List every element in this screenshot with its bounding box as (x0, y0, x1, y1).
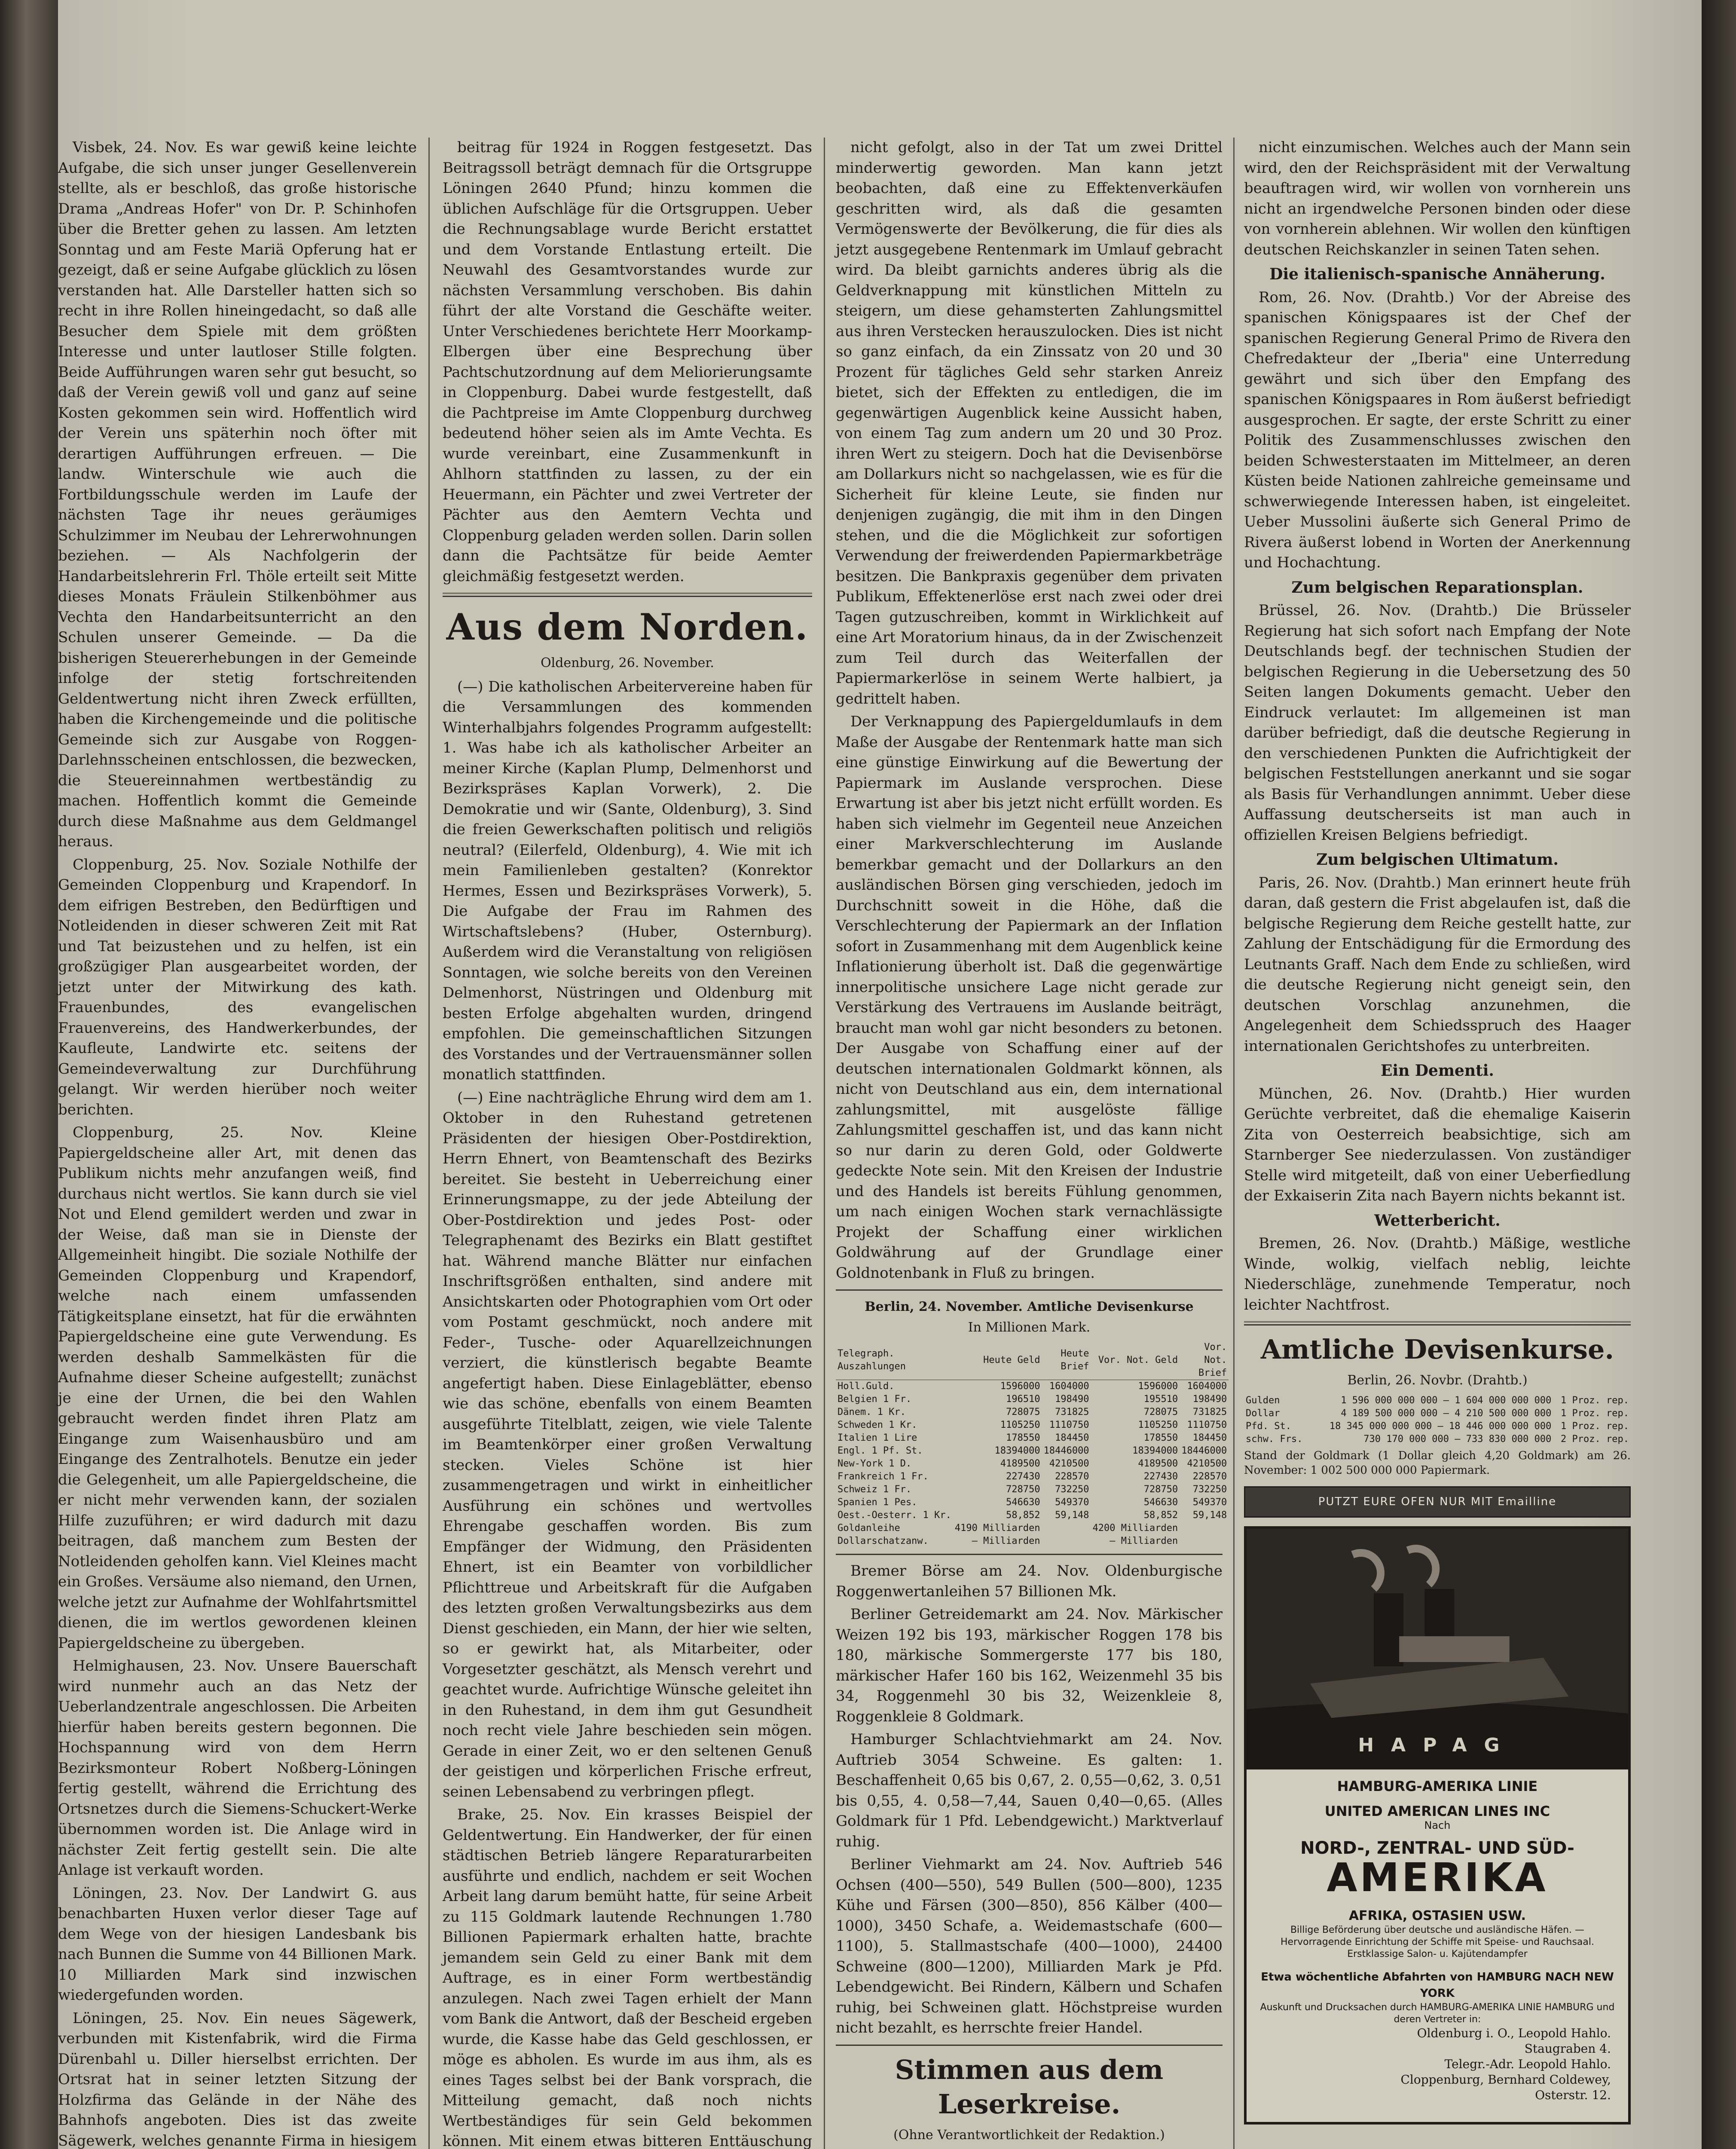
article-cloppenburg-papiergeld: Cloppenburg, 25. Nov. Kleine Papiergeldscheine aller Art, mit denen das Publikum nichts mehr anzufangen weiß, find durchaus nicht wertlos. Sie kann durch sie viel Not und Elend gemildert werden und zwar in der Weise, daß man sie in Dienste der Allgemeinheit hingibt. Die soziale Nothilfe der Gemeinden Cloppenburg und Krapendorf, welche nach einem umfassenden Tätigkeitsplane einsetzt, hat für die erwähnten Papiergeldscheine eine gute Verwendung. Es werden deshalb Sammelkästen für die Aufnahme dieser Scheine aufgestellt; zunächst je eine der Urnen, die bei den Wahlen gebraucht werden findet ihren Platz am Eingange zum Waisenhausbüro und am Eingange des Zentralhotels. Benutze ein jeder die Gelegenheit, um alle Papiergeldscheine, die er nicht mehr verwenden kann, der sozialen Hilfe zuzuführen; er wird dadurch mit dazu beitragen, daß manchem zum Besten der Notleidenden geholfen kann. Viel Kleines macht ein Großes. Versäume also niemand, den Urnen, welche jetzt zur Aufnahme der Wohlfahrtsmittel dienen, die im wertlos gewordenen kleinen Papiergeldscheine zu übergeben. (58, 1124, 417, 1652)
article-visbek: Visbek, 24. Nov. Es war gewiß keine leichte Aufgabe, die sich unser junger Gesellenverein stellte, als er beschloß, das große historische Drama „Andreas Hofer" von Dr. P. Schinhofen über die Bretter gehen zu lassen. Am letzten Sonntag und am Feste Mariä Opferung hat er gezeigt, daß er seine Aufgabe glücklich zu lösen verstanden hat. Alle Darsteller hatten sich so recht in ihre Rollen hineingedacht, so daß alle Besucher dem Spiele mit dem größten Interesse und unter lautloser Stille folgten. Beide Aufführungen waren sehr gut besucht, so daß der Verein gewiß voll und ganz auf seine Kosten gekommen sein wird. Hoffentlich wird der Verein uns späterhin noch öfter mit derartigen Aufführungen erfreuen. — Die landw. Winterschule wie auch die Fortbildungsschule werden im Laufe der nächsten Tage ihr neues geräumiges Schulzimmer im Neubau der Lehrerwohnungen beziehen. — Als Nachfolgerin der Handarbeitslehrerin Frl. Thöle erteilt seit Mitte dieses Monats Fräulein Stilkenböhmer aus Vechta den Handarbeitsunterricht an den Schulen unserer Gemeinde. — Da die bisherigen Steuererhebungen in der Gemeinde infolge der stetig fortschreitenden Geldentwertung nicht ihren Zweck erfüllten, haben die Kirchengemeinde und die politische Gemeinde sich zur Ausgabe von Roggen-Darlehnsscheinen entschlossen, die bezwecken, die Steuereinnahmen wertbeständig zu machen. Hoffentlich kommt die Gemeinde durch diese Maßnahme aus dem Geldmangel heraus. (58, 139, 417, 850)
fx-cell: Dollarschatzanw. (837, 1536, 929, 1546)
fx-cell: 728075 (1006, 1407, 1040, 1417)
fx-row (836, 1406, 1229, 1419)
fx-cell: 58,852 (1143, 1510, 1178, 1521)
section-heading: Stimmen aus dem Leserkreise. (895, 2054, 1164, 2120)
article-heading: Zum belgischen Ultimatum. (1316, 851, 1559, 869)
ad-address-2: Staugraben 4. (1524, 2042, 1611, 2056)
fx-header-cell: Vor. Not. Brief (1180, 1341, 1229, 1380)
fx-cell: 196510 (1006, 1394, 1040, 1405)
fx-cell: 18 345 000 000 000 — 18 446 000 000 000 (1329, 1420, 1552, 1432)
article-bremer-boerse: Bremer Börse am 24. Nov. Oldenburgische Roggenwertanleihen 57 Billionen Mk. (836, 1562, 1223, 1600)
fx-row (836, 1496, 1229, 1509)
fx-cell: Spanien 1 Pes. (837, 1497, 917, 1508)
section-divider (1244, 1321, 1631, 1326)
fx-cell: 1596000 (1138, 1381, 1178, 1392)
fx-cell: Oest.-Oesterr. 1 Kr. (837, 1510, 951, 1521)
fx-cell: 1 Proz. rep. (1561, 1420, 1629, 1432)
article-heading: Ein Dementi. (1381, 1062, 1494, 1080)
ad-amerika: AMERIKA (1326, 1855, 1548, 1901)
article-heading: Wetterbericht. (1374, 1211, 1501, 1230)
article-cloppenburg-nothilfe: Cloppenburg, 25. Nov. Soziale Nothilfe der Gemeinden Cloppenburg und Krapendorf. In dem eifrigen Bestreben, den Bedürftigen und Notleidenden in dieser schweren Zeit mit Rat und Tat beizustehen und zu helfen, ist ein großzügiger Plan ausgearbeitet worden, der jetzt unter der Mitwirkung des kath. Frauenbundes, des evangelischen Frauenvereins, des Handwerkerbundes, der Kaufleute, Landwirte etc. seitens der Gemeindeverwaltung zur Durchführung gelangt. Wir werden hierüber noch weiter berichten. (58, 856, 417, 1118)
fx-row (836, 1509, 1229, 1522)
background-edge (1702, 0, 1736, 2149)
ad-address-5: Osterstr. 12. (1535, 2088, 1611, 2102)
fx-cell: 546630 (1006, 1497, 1040, 1508)
fx-cell: Dänem. 1 Kr. (837, 1407, 906, 1417)
fx-cell: 178550 (1143, 1433, 1178, 1443)
fx-cell: 18446000 (1043, 1445, 1089, 1456)
fx-row (836, 1522, 1229, 1535)
column-2 (443, 138, 812, 2149)
fx-cell: 184450 (1192, 1433, 1227, 1443)
column-1 (58, 138, 417, 2149)
fx-cell: 4210500 (1049, 1458, 1089, 1469)
fx-dateline: Berlin, 26. Novbr. (Drahtb.) (1347, 1373, 1528, 1388)
fx-cell: 1 Proz. rep. (1561, 1395, 1629, 1406)
section-divider (836, 2045, 1223, 2046)
section-divider (836, 1289, 1223, 1291)
fx-cell: 227430 (1143, 1471, 1178, 1482)
fx-cell: 4 189 500 000 000 — 4 210 500 000 000 (1341, 1408, 1552, 1419)
ad-regions: NORD-, ZENTRAL- UND SÜD- (1300, 1838, 1574, 1858)
fx-cell: 732250 (1192, 1484, 1227, 1495)
advertisement-hapag (1244, 1526, 1631, 2125)
article-verknappung: Der Verknappung des Papiergeldumlaufs in dem Maße der Ausgabe der Rentenmark hatte man sich eine günstige Einwirkung auf die Bewertung der Papiermark im Auslande versprochen. Diese Erwartung ist aber bis jetzt nicht erfüllt worden. Es haben sich vielmehr im Gegenteil neue Anzeichen einer Markverschlechterung im Auslande bemerkbar gemacht und der Dollarkurs an den ausländischen Börsen ging verschieden, jedoch im Durchschnitt soweit in die Höhe, daß die Verschlechterung der Papiermark an der Inflation sofort in Zusammenhang mit dem Augenblick keine Inflationierung überholt ist. Daß die gegenwärtige innerpolitische unsichere Lage nicht gerade zur Verstärkung des Vertrauens im Auslande beiträgt, braucht man wohl gar nicht besonders zu betonen. Der Ausgabe von Schaffung einer auf der deutschen internationalen Goldmarkt können, als nicht von Deutschland aus ein, dem international zahlungsmittel, mit ausgelöste fällige Zahlungsmittel geschaffen ist, und das kann nicht so nur darin zu deren Gold, oder Goldwerte gedeckte Note sein. Mit den Kreisen der Industrie und des Handels ist bereits Fühlung genommen, um nach einigen Wochen stark vernachlässigte Projekt der Schaffung einer wirklichen Goldwährung auf der Grundlage einer Goldnotenbank in Fluß zu bringen. (836, 713, 1223, 1282)
article-paris-ultimatum: Paris, 26. Nov. (Drahtb.) Man erinnert heute früh daran, daß gestern die Frist abgelaufen ist, daß die belgische Regierung dem Reiche gestellt hatte, zur Zahlung der Entschädigung für die Ermordung des Leutnants Graff. Nach dem Ende zu schließen, wird die deutsche Regierung nicht geneigt sein, den deutschen Vorschlag anzunehmen, die Angelegenheit dem Schiedsspruch des Haager internationalen Gerichtshofes zu unterbreiten. (1244, 874, 1631, 1055)
fx-cell: — Milliarden (972, 1536, 1040, 1546)
fx-cell: 549370 (1055, 1497, 1089, 1508)
fx-cell: 732250 (1055, 1484, 1089, 1495)
ad-other-regions: AFRIKA, OSTASIEN USW. (1348, 1908, 1526, 1923)
column-4 (1244, 138, 1631, 2149)
fx-cell: 1 596 000 000 000 — 1 604 000 000 000 (1341, 1395, 1552, 1406)
fx-cell: Dollar (1246, 1408, 1280, 1419)
article-heading: Die italienisch-spanische Annäherung. (1269, 265, 1605, 283)
fx-cell: 1 Proz. rep. (1561, 1408, 1629, 1419)
fx-cell: 58,852 (1006, 1510, 1040, 1521)
article-loeningen-2: Löningen, 25. Nov. Ein neues Sägewerk, verbunden mit Kistenfabrik, wird die Firma Dürenbahl u. Diller hierselbst errichten. Der Ortsrat hat in seiner letzten Sitzung der Holzfirma das Gelände in der Nähe des Bahnhofs angeboten. Dies ist das zweite Sägewerk, welches genannte Firma in hiesigem (58, 2009, 417, 2149)
ad-company: HAMBURG-AMERIKA LINIE (1337, 1778, 1538, 1794)
fx-cell (1042, 1522, 1091, 1535)
fx-header-cell: Heute Geld (953, 1341, 1042, 1380)
ad-description: Billige Beförderung über deutsche und ausländische Häfen. — Hervorragende Einrichtung der Schiffe mit Speise- und Rauchsaal. Erstklassige Salon- u. Kajütendampfer (1281, 1925, 1594, 1959)
fx-cell: 198490 (1192, 1394, 1227, 1405)
fx-cell: 4200 Milliarden (1092, 1523, 1178, 1534)
fx-cell: 1596000 (1000, 1381, 1040, 1392)
article-loeningen-1: Löningen, 23. Nov. Der Landwirt G. aus benachbarten Huxen verlor dieser Tage auf dem Wege von der hiesigen Landesbank bis nach Bunnen die Summe von 44 Billionen Mark. 10 Milliarden Mark sind inzwischen wiedergefunden worden. (58, 1884, 417, 2004)
fx-header-cell: Telegraph. Auszahlungen (836, 1341, 953, 1380)
column-rule (428, 138, 430, 2149)
fx-cell: 728750 (1006, 1484, 1040, 1495)
article-continued: nicht einzumischen. Welches auch der Mann sein wird, den der Reichspräsident mit der Verwaltung beauftragen wird, wir wollen von vornherein uns nicht an irgendwelche Personen binden oder diese von vornherein ablehnen. Wir wollen den künftigen deutschen Reichskanzler in seinen Taten sehen. (1244, 139, 1631, 258)
fx-cell: Schweiz 1 Fr. (837, 1484, 912, 1495)
fx-row (836, 1380, 1229, 1393)
ad-newyork: Etwa wöchentliche Abfahrten von HAMBURG NACH NEW YORK (1261, 1971, 1614, 2000)
fx-cell: 228570 (1192, 1471, 1227, 1482)
fx-cell: New-York 1 D. (837, 1458, 912, 1469)
fx-cell: 1604000 (1187, 1381, 1227, 1392)
fx-cell (1180, 1522, 1229, 1535)
fx-cell: — Milliarden (1109, 1536, 1178, 1546)
fx-table-2 (1244, 1394, 1631, 1446)
fx-row (836, 1419, 1229, 1432)
article-getreidemarkt: Berliner Getreidemarkt am 24. Nov. Märkischer Weizen 192 bis 193, märkischer Roggen 178 bis 180, märkische Sommergerste 177 bis 180, märkischer Hafer 160 bis 162, Weizenmehl 35 bis 34, Roggenmehl 30 bis 32, Weizenkleie 8, Roggenkleie 8 Goldmark. (836, 1606, 1223, 1725)
article-brake: Brake, 25. Nov. Ein krasses Beispiel der Geldentwertung. Ein Handwerker, der für einen städtischen Betrieb längere Reparaturarbeiten ausführte und endlich, nachdem er seit Wochen Arbeit lang darum bemüht hatte, für seine Arbeit zu 115 Goldmark lautende Rechnungen 1.780 Billionen Papiermark erhalten hatte, brachte jemandem sein Geld zu einer Bank mit dem Auftrage, es in einer Form wertbeständig anzulegen. Nach zwei Tagen erhielt der Mann vom Bank die Antwort, daß der Bescheid ergeben wurde, die Kasse habe das Geld geschlossen, er möge es abholen. Es wurde im aus ihm, als es eines Tages selbst bei der Bank vorsprach, die Mitteilung gemacht, daß noch nichts Wertbeständiges für sein Geld bekommen können. Mit einem etwas bitteren Enttäuschung (443, 1806, 812, 2149)
fx-cell: Holl.Guld. (837, 1381, 895, 1392)
fx-cell: 59,148 (1055, 1510, 1089, 1521)
article-muenchen: München, 26. Nov. (Drahtb.) Hier wurden Gerüchte verbreitet, daß die ehemalige Kaiserin Zita von Oesterreich beabsichtige, sich am Starnberger See niederzulassen. Von zuständiger Stelle wird mitgeteilt, daß von einer Ueberfiedlung der Exkaiserin Zita nach Bayern nichts bekannt ist. (1244, 1085, 1631, 1204)
fx-header-cell: Heute Brief (1042, 1341, 1091, 1380)
fx-cell: 184450 (1055, 1433, 1089, 1443)
fx-row (836, 1483, 1229, 1496)
fx-cell: 1110750 (1187, 1420, 1227, 1430)
fx-cell: Frankreich 1 Fr. (837, 1471, 929, 1482)
adjacent-page-edge (0, 0, 58, 2149)
fx-cell: 227430 (1006, 1471, 1040, 1482)
column-rule (824, 138, 825, 2149)
fx-cell (1042, 1535, 1091, 1548)
fx-cell: Engl. 1 Pf. St. (837, 1445, 923, 1456)
article-rom: Rom, 26. Nov. (Drahtb.) Vor der Abreise des spanischen Königspaares ist der Chef der spanischen Regierung General Primo de Rivera den Chefredakteur der „Iberia" eine Unterredung gewährt und sich über den Empfang des spanischen Königspaares in Rom äußerst befriedigt ausgesprochen. Er sagte, der erste Schritt zu einer Politik des Zusammenschlusses zwischen den beiden Schwesterstaaten im Mittelmeer, an deren Küsten beide Nationen zahlreiche gemeinsame und schwerwiegende Interessen haben, ist eingeleitet. Ueber Mussolini äußerte sich General Primo de Rivera äußerst lobend in Worten der Anerkennung und Hochachtung. (1244, 288, 1631, 571)
fx-cell: Gulden (1246, 1395, 1280, 1406)
fx-table (836, 1341, 1229, 1548)
advertisement-strip: PUTZT EURE OFEN NUR MIT Emailline (1244, 1486, 1631, 1518)
ad-info: Auskunft und Drucksachen durch HAMBURG-AMERIKA LINIE HAMBURG und deren Vertreter in: (1260, 2002, 1615, 2025)
fx-row (836, 1470, 1229, 1483)
fx-cell: 549370 (1192, 1497, 1227, 1508)
fx-cell: 18446000 (1181, 1445, 1227, 1456)
fx-heading: Amtliche Devisenkurse. (1260, 1334, 1614, 1365)
fx-cell: 728075 (1143, 1407, 1178, 1417)
fx-cell: 18394000 (994, 1445, 1040, 1456)
fx-cell: 4189500 (1000, 1458, 1040, 1469)
fx-cell: schw. Frs. (1246, 1433, 1303, 1445)
fx-row (836, 1445, 1229, 1457)
fx-cell: 4190 Milliarden (954, 1523, 1040, 1534)
fx-row (1244, 1407, 1631, 1420)
section-divider (443, 593, 812, 597)
article-continued: nicht gefolgt, also in der Tat um zwei Drittel minderwertig geworden. Man kann jetzt beobachten, daß eine zu Effektenverkäufen geschritten wird, als daß die gesamten Vermögenswerte der Bevölkerung, die für dies als jetzt ausgegebene Rentenmark im Umlauf gebracht wird. Da bleibt garnichts anderes übrig als die Geldverknappung mit künstlichen Mitteln zu steigern, um diese gehamsterten Zahlungsmittel aus ihren Verstecken herauszulocken. Dies ist nicht so ganz einfach, da ein Zinssatz von 20 und 30 Prozent für tägliches Geld sehr starken Anreiz bietet, sich der Effekten zu entledigen, die im gegenwärtigen Augenblick keine Aussicht haben, von einem Tag zum andern um 20 und 30 Proz. ihren Wert zu steigern. Doch hat die Devisenbörse am Dollarkurs nicht so nachgelassen, wie es für die Sicherheit für kleine Leute, sie finden nur denjenigen zugängig, die mit ihm in den Dingen stehen, und die die Möglichkeit zur sofortigen Verwendung der freiwerdenden Papiermarkbeträge besitzen. Die Bankpraxis gegenüber dem privaten Publikum, Effektenerlöse erst nach zwei oder drei Tagen gutzuschreiben, kommt in Wirklichkeit auf eine Art Moratorium hinaus, da in der Zwischenzeit zum Teil durch das Weiterfallen der Papiermarkerlöse in seinem Werte halbiert, ja gedrittelt haben. (836, 139, 1223, 707)
section-heading: Aus dem Norden. (446, 606, 809, 648)
byline: (Ohne Verantwortlichkeit der Redaktion.) (893, 2127, 1165, 2143)
fx-cell: 18394000 (1132, 1445, 1178, 1456)
column-3 (836, 138, 1227, 2149)
fx-cell: 4189500 (1138, 1458, 1178, 1469)
fx-cell: 195510 (1143, 1394, 1178, 1405)
hapag-title: HAPAG (1358, 1734, 1517, 1756)
dateline: Oldenburg, 26. November. (541, 655, 714, 670)
goldmark-note: Stand der Goldmark (1 Dollar gleich 4,20 Goldmark) am 26. November: 1 002 500 000 000 Papiermark. (1244, 1449, 1631, 1477)
fx-table-subtitle: In Millionen Mark. (968, 1319, 1091, 1335)
fx-row (1244, 1433, 1631, 1446)
ad-address-3: Telegr.-Adr. Leopold Hahlo. (1444, 2057, 1611, 2071)
fx-row (836, 1457, 1229, 1470)
fx-cell: 228570 (1055, 1471, 1089, 1482)
column-rule (1233, 138, 1235, 2149)
article-ehrung: (—) Eine nachträgliche Ehrung wird dem am 1. Oktober in den Ruhestand getretenen Präsidenten der hiesigen Ober-Postdirektion, Herrn Ehnert, von Beamtenschaft des Bezirks bereitet. Sie besteht in Ueberreichung einer Erinnerungsmappe, zu der jede Abteilung der Ober-Postdirektion und jedes Post- oder Telegraphenamt des Bezirks ein Blatt gestiftet hat. Während manche Blätter nur einfachen Inschriftsgrößen enthalten, sind andere mit Ansichtskarten oder Photographien vom Ort oder vom Postamt geschmückt, noch andere mit Feder-, Tusche- oder Aquarellzeichnungen verziert, die künstlerisch begabte Beamte angefertigt haben. Diese Einlageblätter, ebenso wie das schöne, ebenfalls von einem Beamten ausgeführte Titelblatt, zeigen, wie viele Talente im Beamtenkörper einer großen Verwaltung stecken. Vieles Schöne ist hier zusammengetragen und wirkt in einheitlicher Ausführung ein schönes und wertvolles Ehrengabe geschaffen worden. Bis zum Empfänger der Widmung, den Präsidenten Ehnert, ist ein Beamter von vorbildlicher Pflichttreue und Arbeitskraft für die Aufgaben des letzten großen Verwaltungsbezirks aus dem Dienst geschieden, ein Mann, der hier wie selten, so er gewirkt hat, als Mitarbeiter, oder Vorgesetzter geschätzt, als Mensch verehrt und geachtet wurde. Aufrichtige Wünsche geleitet ihn in den Ruhestand, in dem ihm gut Gesundheit noch recht viele Jahre beschieden sein mögen. Gerade in einer Zeit, wo er den seltenen Genuß der geistigen und körperlichen Frische erfreut, seinen Lebensabend zu verbringen pflegt. (443, 1089, 812, 1800)
fx-table-title: Berlin, 24. November. Amtliche Devisenkurse (865, 1299, 1194, 1314)
fx-cell: 1105250 (1138, 1420, 1178, 1430)
fx-cell: 1110750 (1049, 1420, 1089, 1430)
fx-header-cell: Vor. Not. Geld (1091, 1341, 1180, 1380)
fx-cell: 178550 (1006, 1433, 1040, 1443)
fx-cell: 59,148 (1192, 1510, 1227, 1521)
ad-nach: Nach (1424, 1819, 1451, 1831)
article-wetter: Bremen, 26. Nov. (Drahtb.) Mäßige, westliche Winde, wolkig, vielfach neblig, leichte Niederschläge, zunehmende Temperatur, noch leichter Nachtfrost. (1244, 1235, 1631, 1313)
fx-cell: Goldanleihe (837, 1523, 900, 1534)
article-arbeitervereine: (—) Die katholischen Arbeitervereine haben für die Versammlungen des kommenden Winterhalbjahrs folgendes Programm aufgestellt: 1. Was habe ich als katholischer Arbeiter an meiner Kirche (Kaplan Plump, Delmenhorst und Bezirkspräses Kaplan Vorwerk), 2. Die Demokratie und wir (Sante, Oldenburg), 3. Sind die freien Gewerkschaften politisch und religiös neutral? (Eilerfeld, Oldenburg), 4. Wie mit ich mein Familienleben gestalten? (Konrektor Hermes, Essen und Bezirkspräses Vorwerk), 5. Die Aufgabe der Frau im Rahmen des Wirtschaftslebens? (Huber, Osternburg). Außerdem wird die Veranstaltung von religiösen Sonntagen, wie solche bereits von den Vereinen Delmenhorst, Nüstringen und Oldenburg mit besten Erfolge abgehalten wurden, dringend empfohlen. Die gemeinschaftlichen Sitzungen des Vorstandes und der Vertrauensmänner sollen monatlich stattfinden. (443, 678, 812, 1083)
fx-cell: 728750 (1143, 1484, 1178, 1495)
fx-cell: Schweden 1 Kr. (837, 1420, 917, 1430)
fx-cell: 4210500 (1187, 1458, 1227, 1469)
fx-row (836, 1535, 1229, 1548)
fx-cell: 198490 (1055, 1394, 1089, 1405)
fx-cell (1180, 1535, 1229, 1548)
fx-cell: 731825 (1192, 1407, 1227, 1417)
fx-row (836, 1432, 1229, 1445)
fx-cell: 1105250 (1000, 1420, 1040, 1430)
article-schlachtviehmarkt: Hamburger Schlachtviehmarkt am 24. Nov. Auftrieb 3054 Schweine. Es galten: 1. Beschaffenheit 0,65 bis 0,67, 2. 0,55—0,62, 3. 0,51 bis 0,55, 4. 0,58—7,44, Sauen 0,40—0,65. (Alles Goldmark für 1 Pfd. Lebendgewicht.) Marktverlauf ruhig. (836, 1731, 1223, 1850)
fx-cell: Belgien 1 Fr. (837, 1394, 912, 1405)
fx-cell: Italien 1 Lire (837, 1433, 917, 1443)
article-bruessel: Brüssel, 26. Nov. (Drahtb.) Die Brüsseler Regierung hat sich sofort nach Empfang der Note Deutschlands begf. der technischen Studien der belgischen Regierung in die Uebersetzung des 50 Seiten langen Dokuments gemacht. Ueber den Eindruck verlautet: Im allgemeinen ist man darüber befriedigt, daß die deutsche Regierung in den verschiedenen Punkten die Aufrichtigkeit der belgischen Feststellungen anerkannt und sie sogar als Basis für Verhandlungen annimmt. Ueber diese Auffassung deutscherseits ist man auch in offiziellen Kreisen Belgiens befriedigt. (1244, 602, 1631, 844)
fx-cell: Pfd. St. (1246, 1420, 1291, 1432)
fx-cell: 731825 (1055, 1407, 1089, 1417)
article-continued: beitrag für 1924 in Roggen festgesetzt. Das Beitragssoll beträgt demnach für die Ortsgruppe Löningen 2640 Pfund; hinzu kommen die üblichen Aufschläge für die Ortsgruppen. Ueber die Rechnungsablage wurde Bericht erstattet und dem Vorstande Entlastung erteilt. Die Neuwahl des Gesamtvorstandes wurde zur nächsten Versammlung verschoben. Bis dahin führt der alte Vorstand die Geschäfte weiter. Unter Verschiedenes berichtete Herr Moorkamp-Elbergen über eine Besprechung über Pachtschutzordnung auf dem Meliorierungsamte in Cloppenburg. Dabei wurde festgestellt, daß die Pachtpreise im Amte Cloppenburg durchweg bedeutend höher seien als im Amte Vechta. Es wurde vereinbart, eine Zusammenkunft in Ahlhorn stattfinden zu lassen, zu der ein Heuermann, ein Pächter und zwei Vertreter der Pächter aus den Aemtern Vechta und Cloppenburg geladen werden sollen. Darin sollen dann die Pachtsätze für beide Aemter gleichmäßig festgesetzt werden. (443, 139, 812, 585)
fx-cell: 730 170 000 000 — 733 830 000 000 (1363, 1433, 1552, 1445)
fx-cell: 546630 (1143, 1497, 1178, 1508)
article-viehmarkt: Berliner Viehmarkt am 24. Nov. Auftrieb 546 Ochsen (400—550), 549 Bullen (500—800), 1235 Kühe und Färsen (300—850), 856 Kälber (400—1000), 3450 Schafe, a. Weidemastschafe (600—1100), 5. Stallmastschafe (400—1000), 24400 Schweine (800—1200), Milliarden Mark je Pfd. Lebendgewicht. Bei Rindern, Kälbern und Schafen ruhig, bei Schweinen glatt. Höchstpreise wurden nicht bezahlt, es herrschte freier Handel. (836, 1856, 1223, 2036)
section-divider (836, 1554, 1223, 1555)
ship-illustration (1247, 1529, 1628, 1769)
article-helmighausen: Helmighausen, 23. Nov. Unsere Bauerschaft wird nunmehr auch an das Netz der Ueberlandzentrale angeschlossen. Die Arbeiten hierfür haben bereits gestern begonnen. Die Hochspannung wird von dem Herrn Bezirksmonteur Robert Noßberg-Löningen fertig gestellt, während die Errichtung des Ortsnetzes durch die Siemens-Schuckert-Werke übernommen worden ist. Die Anlage wird in nächster Zeit fertig gestellt sein. Die alte Anlage ist verkauft worden. (58, 1657, 417, 1879)
ad-address-1: Oldenburg i. O., Leopold Hahlo. (1417, 2026, 1611, 2040)
ship-image (1247, 1529, 1628, 1769)
fx-cell: 1604000 (1049, 1381, 1089, 1392)
article-heading: Zum belgischen Reparationsplan. (1291, 578, 1583, 597)
ad-address-4: Cloppenburg, Bernhard Coldewey, (1400, 2072, 1611, 2087)
newspaper-page (58, 0, 1702, 2149)
fx-row (1244, 1394, 1631, 1407)
fx-cell: 2 Proz. rep. (1561, 1433, 1629, 1445)
fx-row (836, 1393, 1229, 1406)
ad-company-2: UNITED AMERICAN LINES INC (1324, 1803, 1550, 1819)
fx-row (1244, 1420, 1631, 1433)
